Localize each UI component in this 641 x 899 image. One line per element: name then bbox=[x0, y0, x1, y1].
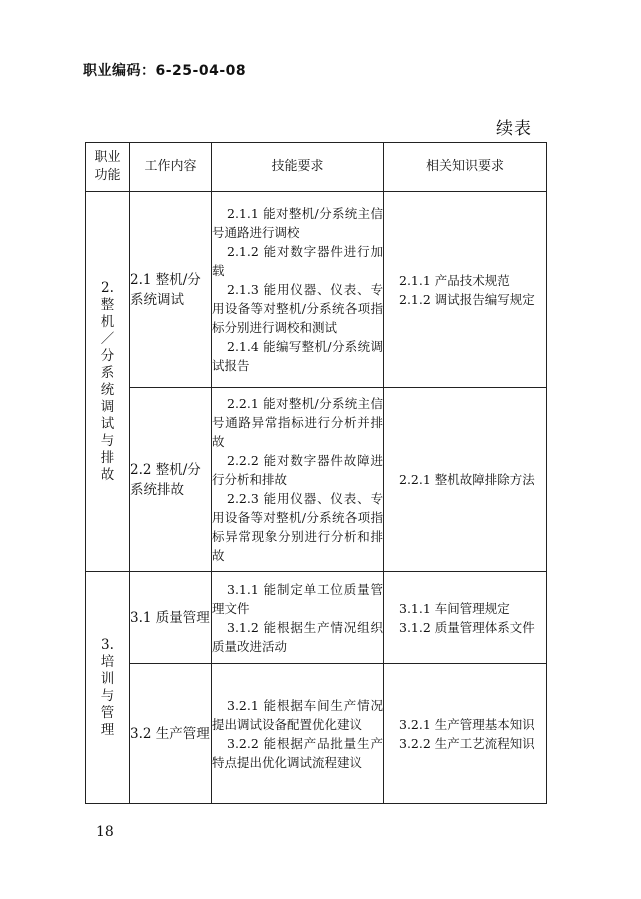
column-header-work: 工作内容 bbox=[130, 143, 212, 192]
column-header-function: 职业功能 bbox=[86, 143, 130, 192]
column-header-skill: 技能要求 bbox=[212, 143, 384, 192]
skill-item: 2.2.3 能用仪器、仪表、专用设备等对整机/分系统各项指标异常现象分别进行分析和排故 bbox=[212, 491, 383, 563]
knowledge-cell bbox=[384, 664, 547, 804]
skill-cell bbox=[212, 192, 384, 388]
knowledge-item: 3.1.1 车间管理规定 bbox=[399, 600, 510, 616]
skill-item: 3.2.2 能根据产品批量生产特点提出优化调试流程建议 bbox=[212, 735, 383, 770]
skill-item: 2.1.4 能编写整机/分系统调试报告 bbox=[212, 339, 383, 373]
skill-requirements-table bbox=[85, 142, 547, 804]
skill-item: 3.2.1 能根据车间生产情况提出调试设备配置优化建议 bbox=[212, 697, 383, 732]
knowledge-item: 2.2.1 整机故障排除方法 bbox=[399, 472, 535, 487]
continued-label: 续表 bbox=[496, 119, 532, 139]
table-row bbox=[86, 572, 547, 664]
skill-item: 2.1.1 能对整机/分系统主信号通路进行调校 bbox=[212, 206, 383, 240]
knowledge-item: 2.1.2 调试报告编写规定 bbox=[399, 291, 535, 307]
skill-item: 3.1.1 能制定单工位质量管理文件 bbox=[212, 581, 383, 616]
knowledge-item: 3.2.1 生产管理基本知识 bbox=[399, 716, 535, 732]
skill-item: 2.2.2 能对数字器件故障进行分析和排故 bbox=[212, 453, 383, 487]
skill-item: 2.1.3 能用仪器、仪表、专用设备等对整机/分系统各项指标分别进行调校和测试 bbox=[212, 282, 383, 335]
column-header-knowledge: 相关知识要求 bbox=[384, 143, 547, 192]
knowledge-item: 2.1.1 产品技术规范 bbox=[399, 272, 510, 288]
table-row bbox=[86, 192, 547, 388]
table-row bbox=[86, 664, 547, 804]
function-cell: 3.培训与管理 bbox=[86, 572, 130, 804]
skill-item: 3.1.2 能根据生产情况组织质量改进活动 bbox=[212, 619, 383, 654]
knowledge-cell bbox=[384, 388, 547, 572]
work-cell: 2.1 整机/分系统调试 bbox=[130, 192, 212, 388]
skill-cell bbox=[212, 388, 384, 572]
work-cell: 3.2 生产管理 bbox=[130, 664, 212, 804]
knowledge-item: 3.2.2 生产工艺流程知识 bbox=[399, 735, 535, 751]
table-row bbox=[86, 388, 547, 572]
page-number: 18 bbox=[96, 824, 114, 840]
skill-cell bbox=[212, 664, 384, 804]
function-cell: 2.整机／分系统调试与排故 bbox=[86, 192, 130, 572]
skill-cell bbox=[212, 572, 384, 664]
knowledge-cell bbox=[384, 192, 547, 388]
occupation-code: 职业编码：6-25-04-08 bbox=[83, 63, 247, 79]
work-cell: 3.1 质量管理 bbox=[130, 572, 212, 664]
skill-item: 2.1.2 能对数字器件进行加载 bbox=[212, 244, 383, 278]
knowledge-item: 3.1.2 质量管理体系文件 bbox=[399, 619, 535, 635]
knowledge-cell bbox=[384, 572, 547, 664]
work-cell: 2.2 整机/分系统排故 bbox=[130, 388, 212, 572]
skill-item: 2.2.1 能对整机/分系统主信号通路异常指标进行分析并排故 bbox=[212, 396, 383, 449]
table-header-row bbox=[86, 143, 547, 192]
